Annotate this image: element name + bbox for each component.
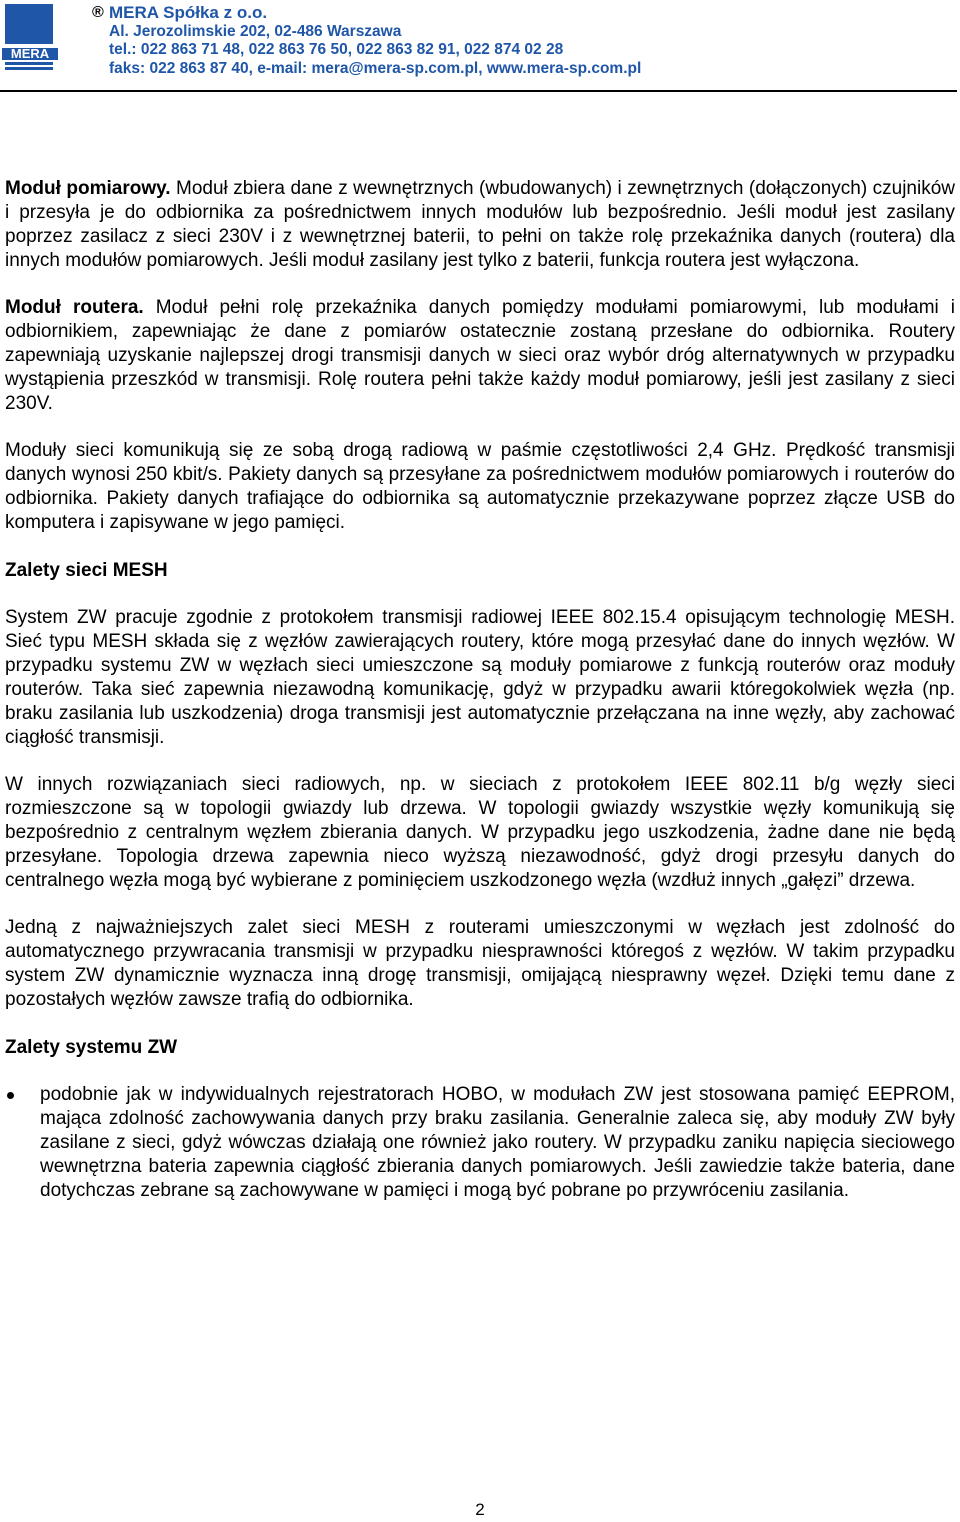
bullet-icon — [7, 1092, 14, 1099]
mera-logo — [2, 4, 56, 72]
header-rule — [0, 90, 957, 92]
text-modul-pomiarowy: Moduł zbiera dane z wewnętrznych (wbudowanych) i zewnętrznych (dołączonych) czujników i przesyła je do odbiornika za pośrednictwem innych modułów lub bezpośrednio. Jeśli moduł jest zasilany poprzez zasilacz z sieci 230V i z wewnętrznej baterii, to pełni on także rolę przekaźnika danych (routera) dla innych modułów pomiarowych. Jeśli moduł zasilany jest tylko z baterii, funkcja routera jest wyłączona. — [5, 178, 955, 271]
registered-mark: ® — [92, 4, 104, 21]
lead-modul-pomiarowy: Moduł pomiarowy. — [5, 178, 171, 199]
paragraph-mesh-2: W innych rozwiązaniach sieci radiowych, np. w sieciach z protokołem IEEE 802.11 b/g węzły sieci rozmieszczone są w topologii gwiazdy lub drzewa. W topologii gwiazdy wszystkie węzły komunikują się bezpośrednio z centralnym węzłem zbierania danych. W przypadku jego uszkodzenia, żadne dane nie będą przesyłane. Topologia drzewa zapewnia nieco wyższą niezawodność, gdyż drogi przesyłu danych do centralnego węzła mogą być wybierane z pominięciem uszkodzonego węzła (wzdłuż innych „gałęzi” drzewa. — [5, 774, 955, 891]
company-phones: tel.: 022 863 71 48, 022 863 76 50, 022 863 82 91, 022 874 02 28 — [109, 41, 564, 58]
page-number: 2 — [475, 1500, 485, 1519]
logo-wordmark: MERA — [2, 48, 58, 60]
paragraph-komunikacja: Moduły sieci komunikują się ze sobą drogą radiową w paśmie częstotliwości 2,4 GHz. Prędkość transmisji danych wynosi 250 kbit/s. Pakiety danych są przesyłane za pośrednictwem modułów pomiarowych i routerów do odbiornika. Pakiety danych trafiające do odbiornika są automatycznie przekazywane poprzez złącze USB do komputera i zapisywane w jego pamięci. — [5, 440, 955, 533]
zalety-zw-list — [5, 1083, 955, 1203]
paragraph-modul-routera — [5, 296, 955, 416]
company-contact: faks: 022 863 87 40, e-mail: mera@mera-sp.com.pl, www.mera-sp.com.pl — [109, 59, 642, 77]
company-name: MERA Spółka z o.o. — [109, 3, 268, 22]
logo-stripe — [5, 67, 53, 70]
document-body — [5, 177, 955, 1203]
paragraph-mesh-3: Jedną z najważniejszych zalet sieci MESH z routerami umieszczonymi w węzłach jest zdolność do automatycznego przywracania transmisji w przypadku niesprawności któregoś z węzłów. W takim przypadku system ZW dynamicznie wyznacza inną drogę transmisji, omijającą niesprawny węzeł. Dzięki temu dane z pozostałych węzłów zawsze trafią do odbiornika. — [5, 917, 955, 1010]
list-item — [5, 1083, 955, 1203]
heading-zalety-zw: Zalety systemu ZW — [5, 1037, 178, 1058]
company-info — [92, 3, 642, 78]
logo-block — [5, 4, 53, 44]
letterhead — [0, 0, 960, 95]
list-item-text: podobnie jak w indywidualnych rejestratorach HOBO, w modułach ZW jest stosowana pamięć EEPROM, mająca zdolność zachowywania danych przy braku zasilania. Generalnie zaleca się, aby moduły ZW były zasilane z sieci, gdyż wówczas działają one również jako routery. W przypadku zaniku napięcia sieciowego wewnętrzna bateria zapewnia ciągłość zbierania danych pomiarowych. Jeśli zawiedzie także bateria, dane dotychczas zebrane są zachowywane w pamięci i mogą być pobrane po przywróceniu zasilania. — [40, 1084, 955, 1201]
paragraph-mesh-1: System ZW pracuje zgodnie z protokołem transmisji radiowej IEEE 802.15.4 opisującym technologię MESH. Sieć typu MESH składa się z węzłów zawierających routery, które mogą przesyłać dane do innych węzłów. W przypadku systemu ZW w węzłach sieci umieszczone są moduły pomiarowe z funkcją routerów oraz moduły routerów. Taka sieć zapewnia niezawodną komunikację, gdyż w przypadku awarii któregokolwiek węzła (np. braku zasilania lub uszkodzenia) droga transmisji jest automatycznie przełączana na inne węzły, aby zachować ciągłość transmisji. — [5, 607, 955, 748]
text-modul-routera: Moduł pełni rolę przekaźnika danych pomiędzy modułami pomiarowymi, lub modułami i odbiornikiem, zapewniając że dane z pomiarów ostatecznie zostaną przesłane do odbiornika. Routery zapewniają uzyskanie najlepszej drogi transmisji danych w sieci oraz wybór dróg alternatywnych w przypadku wystąpienia przeszkód w transmisji. Rolę routera pełni także każdy moduł pomiarowy, jeśli jest zasilany z sieci 230V. — [5, 297, 955, 414]
paragraph-modul-pomiarowy — [5, 177, 955, 273]
lead-modul-routera: Moduł routera. — [5, 297, 144, 318]
heading-zalety-mesh: Zalety sieci MESH — [5, 560, 168, 581]
company-address: Al. Jerozolimskie 202, 02-486 Warszawa — [109, 22, 402, 40]
logo-stripe — [5, 62, 53, 65]
